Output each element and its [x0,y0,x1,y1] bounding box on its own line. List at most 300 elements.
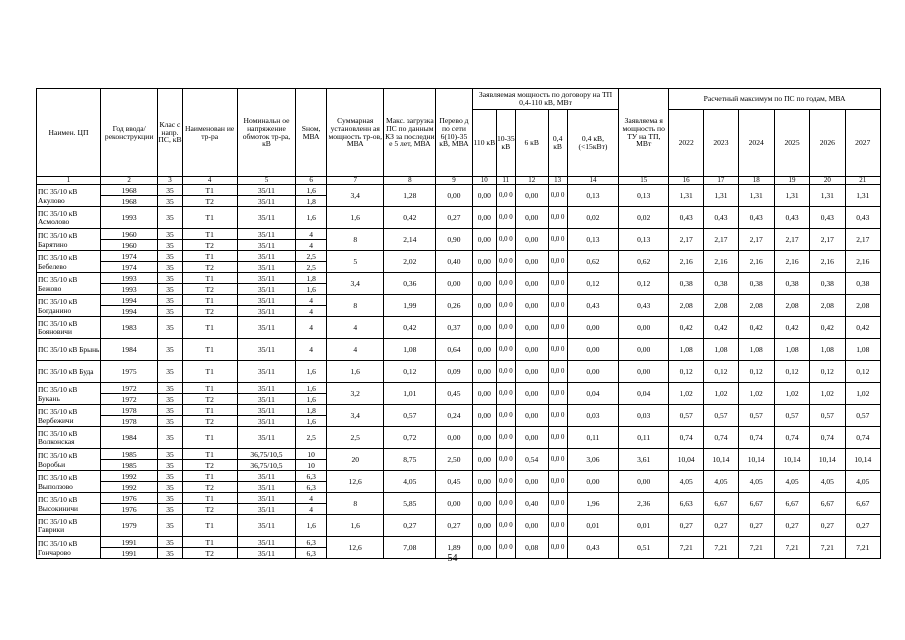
cell-y2022: 0,43 [669,207,704,229]
cell-winding-voltage: 36,75/10,5 [237,460,295,471]
cell-year: 1975 [100,361,157,383]
table-row [37,295,881,306]
cell-snom: 4 [296,229,327,240]
cell-transformer: Т2 [182,460,237,471]
cell-p-04kv-small: 0,03 [567,405,619,427]
cell-year: 1978 [100,405,157,416]
cell-total-capacity: 3,4 [327,185,384,207]
table-row [37,493,881,504]
cell-y2023: 1,02 [704,383,738,405]
cell-y2027: 7,21 [845,537,881,559]
cell-network-transfer: 0,00 [436,185,472,207]
cell-p-04kv: 0,0 0 [548,427,567,449]
cell-y2025: 0,12 [774,361,809,383]
cell-p-10-35kv: 0,0 0 [496,471,515,493]
cell-transformer: Т1 [182,361,237,383]
station-name: ПС 35/10 кВ Богданино [37,295,101,317]
cell-voltage-class: 35 [158,416,182,427]
cell-network-transfer: 0,27 [436,207,472,229]
header-year-2024: 2024 [738,110,774,177]
cell-year: 1972 [100,394,157,405]
table-body [37,185,881,559]
column-number: 18 [738,177,774,185]
cell-p-110kv: 0,00 [472,537,496,559]
cell-transformer: Т2 [182,394,237,405]
cell-voltage-class: 35 [158,383,182,394]
cell-total-capacity: 1,6 [327,515,384,537]
column-number: 6 [296,177,327,185]
cell-y2022: 10,04 [669,449,704,471]
cell-transformer: Т1 [182,251,237,262]
cell-winding-voltage: 35/11 [237,273,295,284]
cell-p-04kv-small: 0,43 [567,295,619,317]
cell-y2025: 4,05 [774,471,809,493]
station-name: ПС 35/10 кВ Гаврики [37,515,101,537]
cell-total-capacity: 4 [327,339,384,361]
cell-y2026: 0,38 [810,273,845,295]
column-number: 1 [37,177,101,185]
cell-snom: 6,3 [296,548,327,559]
cell-voltage-class: 35 [158,394,182,405]
cell-p-10-35kv: 0,0 0 [496,449,515,471]
cell-total-capacity: 2,5 [327,427,384,449]
cell-y2023: 0,12 [704,361,738,383]
table-row [37,383,881,394]
cell-p-110kv: 0,00 [472,383,496,405]
cell-transformer: Т2 [182,262,237,273]
cell-p-6kv: 0,40 [515,493,548,515]
cell-y2026: 0,12 [810,361,845,383]
cell-p-04kv-small: 0,01 [567,515,619,537]
cell-y2024: 0,42 [738,317,774,339]
cell-p-10-35kv: 0,0 0 [496,405,515,427]
cell-transformer: Т1 [182,383,237,394]
cell-winding-voltage: 35/11 [237,229,295,240]
cell-tu-power: 0,04 [619,383,669,405]
cell-y2024: 2,16 [738,251,774,273]
cell-p-10-35kv: 0,0 0 [496,339,515,361]
cell-y2026: 2,08 [810,295,845,317]
cell-p-6kv: 0,00 [515,515,548,537]
cell-p-04kv: 0,0 0 [548,185,567,207]
cell-max-load: 5,85 [384,493,436,515]
cell-y2024: 0,38 [738,273,774,295]
column-number: 15 [619,177,669,185]
station-name: ПС 35/10 кВ Брынь [37,339,101,361]
cell-p-10-35kv: 0,0 0 [496,317,515,339]
cell-p-6kv: 0,00 [515,361,548,383]
cell-p-10-35kv: 0,0 0 [496,207,515,229]
cell-y2022: 1,08 [669,339,704,361]
cell-winding-voltage: 35/11 [237,416,295,427]
cell-y2025: 7,21 [774,537,809,559]
cell-voltage-class: 35 [158,471,182,482]
cell-voltage-class: 35 [158,284,182,295]
cell-total-capacity: 8 [327,493,384,515]
cell-y2027: 2,17 [845,229,881,251]
header-tu-power: Заявляема я мощность по ТУ на ТП, МВт [619,89,669,177]
cell-y2026: 2,17 [810,229,845,251]
station-name: ПС 35/10 кВ Выползово [37,471,101,493]
cell-y2023: 0,38 [704,273,738,295]
cell-max-load: 0,42 [384,317,436,339]
cell-p-04kv: 0,0 0 [548,295,567,317]
cell-max-load: 2,14 [384,229,436,251]
cell-p-04kv-small: 0,62 [567,251,619,273]
cell-p-10-35kv: 0,0 0 [496,251,515,273]
cell-voltage-class: 35 [158,460,182,471]
cell-transformer: Т1 [182,449,237,460]
cell-voltage-class: 35 [158,339,182,361]
cell-total-capacity: 8 [327,229,384,251]
cell-snom: 10 [296,449,327,460]
cell-tu-power: 0,00 [619,361,669,383]
cell-y2027: 1,02 [845,383,881,405]
cell-voltage-class: 35 [158,196,182,207]
cell-transformer: Т1 [182,515,237,537]
cell-y2022: 0,27 [669,515,704,537]
table-row [37,405,881,416]
cell-p-110kv: 0,00 [472,273,496,295]
cell-year: 1993 [100,207,157,229]
cell-p-04kv-small: 1,96 [567,493,619,515]
station-name: ПС 35/10 кВ Бояновичи [37,317,101,339]
cell-y2024: 1,02 [738,383,774,405]
cell-y2025: 1,02 [774,383,809,405]
cell-y2025: 1,08 [774,339,809,361]
cell-p-04kv: 0,0 0 [548,383,567,405]
header-10-35kv: 10-35 кВ [496,110,515,177]
cell-p-6kv: 0,00 [515,317,548,339]
table-row [37,427,881,449]
cell-snom: 1,6 [296,416,327,427]
cell-p-110kv: 0,00 [472,339,496,361]
cell-voltage-class: 35 [158,427,182,449]
cell-y2026: 7,21 [810,537,845,559]
cell-winding-voltage: 35/11 [237,306,295,317]
cell-snom: 6,3 [296,482,327,493]
cell-winding-voltage: 35/11 [237,317,295,339]
cell-y2023: 7,21 [704,537,738,559]
cell-winding-voltage: 35/11 [237,339,295,361]
cell-tu-power: 0,11 [619,427,669,449]
cell-max-load: 1,99 [384,295,436,317]
cell-y2026: 0,42 [810,317,845,339]
cell-p-6kv: 0,00 [515,471,548,493]
cell-total-capacity: 5 [327,251,384,273]
page-number: 54 [447,553,458,564]
cell-p-110kv: 0,00 [472,405,496,427]
cell-snom: 4 [296,317,327,339]
cell-snom: 4 [296,493,327,504]
cell-snom: 4 [296,295,327,306]
cell-year: 1968 [100,196,157,207]
header-year-2025: 2025 [774,110,809,177]
station-name: ПС 35/10 кВ Вербежичи [37,405,101,427]
cell-y2026: 0,57 [810,405,845,427]
table-row [37,449,881,460]
cell-p-6kv: 0,54 [515,449,548,471]
cell-y2027: 0,42 [845,317,881,339]
cell-voltage-class: 35 [158,295,182,306]
cell-transformer: Т1 [182,273,237,284]
cell-snom: 1,6 [296,284,327,295]
cell-p-04kv-small: 0,00 [567,471,619,493]
cell-y2027: 0,74 [845,427,881,449]
cell-y2025: 10,14 [774,449,809,471]
cell-y2023: 4,05 [704,471,738,493]
cell-p-6kv: 0,00 [515,251,548,273]
cell-winding-voltage: 35/11 [237,427,295,449]
cell-y2024: 4,05 [738,471,774,493]
cell-p-6kv: 0,00 [515,229,548,251]
column-number: 17 [704,177,738,185]
cell-p-10-35kv: 0,0 0 [496,273,515,295]
cell-year: 1993 [100,273,157,284]
column-number: 7 [327,177,384,185]
table-row [37,273,881,284]
cell-network-transfer: 0,64 [436,339,472,361]
cell-p-110kv: 0,00 [472,471,496,493]
table-row [37,185,881,196]
cell-year: 1993 [100,284,157,295]
column-number: 16 [669,177,704,185]
cell-p-110kv: 0,00 [472,229,496,251]
cell-p-04kv: 0,0 0 [548,537,567,559]
cell-total-capacity: 12,6 [327,471,384,493]
cell-winding-voltage: 35/11 [237,493,295,504]
cell-y2026: 0,74 [810,427,845,449]
cell-p-10-35kv: 0,0 0 [496,295,515,317]
cell-p-04kv-small: 0,02 [567,207,619,229]
cell-voltage-class: 35 [158,185,182,196]
cell-voltage-class: 35 [158,361,182,383]
cell-y2026: 1,31 [810,185,845,207]
station-name: ПС 35/10 кВ Воробьи [37,449,101,471]
cell-p-6kv: 0,00 [515,185,548,207]
cell-y2025: 2,17 [774,229,809,251]
cell-p-110kv: 0,00 [472,515,496,537]
cell-winding-voltage: 35/11 [237,240,295,251]
cell-voltage-class: 35 [158,515,182,537]
cell-p-04kv: 0,0 0 [548,449,567,471]
cell-max-load: 7,08 [384,537,436,559]
header-year-2022: 2022 [669,110,704,177]
cell-y2027: 0,43 [845,207,881,229]
cell-y2027: 0,57 [845,405,881,427]
cell-network-transfer: 0,00 [436,493,472,515]
cell-p-04kv-small: 0,11 [567,427,619,449]
table-row [37,207,881,229]
table-row [37,537,881,548]
cell-y2024: 0,74 [738,427,774,449]
station-name: ПС 35/10 кВ Бебелево [37,251,101,273]
header-year-2026: 2026 [810,110,845,177]
cell-p-110kv: 0,00 [472,207,496,229]
cell-year: 1976 [100,504,157,515]
cell-y2027: 4,05 [845,471,881,493]
cell-p-110kv: 0,00 [472,251,496,273]
cell-snom: 1,6 [296,361,327,383]
cell-y2022: 4,05 [669,471,704,493]
cell-p-6kv: 0,00 [515,295,548,317]
cell-y2022: 2,16 [669,251,704,273]
cell-winding-voltage: 35/11 [237,284,295,295]
cell-transformer: Т2 [182,504,237,515]
header-voltage-class: Клас с напр. ПС, кВ [158,89,182,177]
cell-network-transfer: 0,00 [436,273,472,295]
cell-total-capacity: 3,4 [327,405,384,427]
cell-y2023: 2,08 [704,295,738,317]
cell-network-transfer: 0,45 [436,383,472,405]
cell-year: 1994 [100,295,157,306]
cell-y2025: 2,16 [774,251,809,273]
cell-snom: 4 [296,240,327,251]
cell-max-load: 1,08 [384,339,436,361]
cell-snom: 1,6 [296,383,327,394]
cell-snom: 2,5 [296,262,327,273]
cell-year: 1985 [100,460,157,471]
cell-max-load: 0,57 [384,405,436,427]
cell-p-10-35kv: 0,0 0 [496,229,515,251]
cell-y2026: 0,27 [810,515,845,537]
cell-voltage-class: 35 [158,229,182,240]
cell-y2025: 6,67 [774,493,809,515]
cell-p-10-35kv: 0,0 0 [496,427,515,449]
cell-voltage-class: 35 [158,482,182,493]
cell-snom: 2,5 [296,251,327,262]
cell-transformer: Т2 [182,284,237,295]
cell-y2022: 2,08 [669,295,704,317]
cell-p-6kv: 0,00 [515,273,548,295]
cell-y2027: 2,16 [845,251,881,273]
cell-p-6kv: 0,00 [515,383,548,405]
cell-max-load: 0,12 [384,361,436,383]
cell-p-04kv: 0,0 0 [548,273,567,295]
cell-transformer: Т1 [182,339,237,361]
cell-tu-power: 0,43 [619,295,669,317]
cell-snom: 2,5 [296,427,327,449]
column-number: 3 [158,177,182,185]
cell-y2023: 1,08 [704,339,738,361]
cell-y2024: 2,17 [738,229,774,251]
cell-year: 1968 [100,185,157,196]
table-row [37,339,881,361]
cell-y2023: 2,17 [704,229,738,251]
cell-y2027: 1,31 [845,185,881,207]
cell-snom: 1,8 [296,405,327,416]
cell-snom: 4 [296,504,327,515]
header-year-2027: 2027 [845,110,881,177]
header-year-2023: 2023 [704,110,738,177]
cell-p-110kv: 0,00 [472,493,496,515]
cell-total-capacity: 4 [327,317,384,339]
header-6kv: 6 кВ [515,110,548,177]
cell-p-04kv: 0,0 0 [548,317,567,339]
cell-tu-power: 0,62 [619,251,669,273]
header-winding-voltage: Номинальн ое напряжение обмоток тр-ра, кВ [237,89,295,177]
cell-network-transfer: 0,24 [436,405,472,427]
cell-y2026: 1,08 [810,339,845,361]
cell-tu-power: 0,02 [619,207,669,229]
cell-winding-voltage: 35/11 [237,262,295,273]
cell-max-load: 0,36 [384,273,436,295]
column-number: 13 [548,177,567,185]
cell-total-capacity: 20 [327,449,384,471]
table-row [37,471,881,482]
cell-snom: 1,8 [296,273,327,284]
cell-year: 1974 [100,251,157,262]
table-row [37,361,881,383]
table-row [37,251,881,262]
cell-network-transfer: 0,37 [436,317,472,339]
cell-max-load: 1,28 [384,185,436,207]
cell-y2026: 0,43 [810,207,845,229]
cell-y2026: 4,05 [810,471,845,493]
cell-year: 1960 [100,229,157,240]
cell-p-04kv: 0,0 0 [548,229,567,251]
cell-transformer: Т1 [182,537,237,548]
cell-p-6kv: 0,00 [515,427,548,449]
station-name: ПС 35/10 кВ Волконская [37,427,101,449]
cell-year: 1994 [100,306,157,317]
cell-winding-voltage: 35/11 [237,482,295,493]
cell-transformer: Т1 [182,207,237,229]
cell-y2025: 1,31 [774,185,809,207]
cell-y2023: 10,14 [704,449,738,471]
cell-p-04kv-small: 0,00 [567,361,619,383]
cell-y2022: 1,02 [669,383,704,405]
cell-max-load: 0,42 [384,207,436,229]
cell-total-capacity: 12,6 [327,537,384,559]
cell-snom: 6,3 [296,471,327,482]
cell-y2027: 0,27 [845,515,881,537]
column-number: 8 [384,177,436,185]
cell-winding-voltage: 35/11 [237,383,295,394]
header-station-name: Наимен. ЦП [37,89,101,177]
cell-p-04kv: 0,0 0 [548,515,567,537]
cell-year: 1985 [100,449,157,460]
cell-winding-voltage: 35/11 [237,537,295,548]
cell-voltage-class: 35 [158,240,182,251]
cell-year: 1976 [100,493,157,504]
cell-network-transfer: 2,50 [436,449,472,471]
cell-y2022: 0,38 [669,273,704,295]
cell-y2023: 2,16 [704,251,738,273]
cell-y2024: 0,57 [738,405,774,427]
cell-voltage-class: 35 [158,273,182,284]
cell-winding-voltage: 35/11 [237,251,295,262]
cell-total-capacity: 1,6 [327,361,384,383]
column-number: 5 [237,177,295,185]
column-number: 21 [845,177,881,185]
cell-voltage-class: 35 [158,405,182,416]
cell-y2024: 10,14 [738,449,774,471]
cell-y2027: 10,14 [845,449,881,471]
cell-year: 1978 [100,416,157,427]
cell-p-04kv-small: 3,06 [567,449,619,471]
cell-p-04kv-small: 0,13 [567,229,619,251]
column-number: 4 [182,177,237,185]
station-name: ПС 35/10 кВ Асмолово [37,207,101,229]
table-row [37,317,881,339]
cell-voltage-class: 35 [158,306,182,317]
cell-y2023: 6,67 [704,493,738,515]
cell-tu-power: 0,00 [619,339,669,361]
cell-transformer: Т1 [182,317,237,339]
cell-transformer: Т2 [182,240,237,251]
header-04kv-small: 0,4 кВ, (<15кВт) [567,110,619,177]
